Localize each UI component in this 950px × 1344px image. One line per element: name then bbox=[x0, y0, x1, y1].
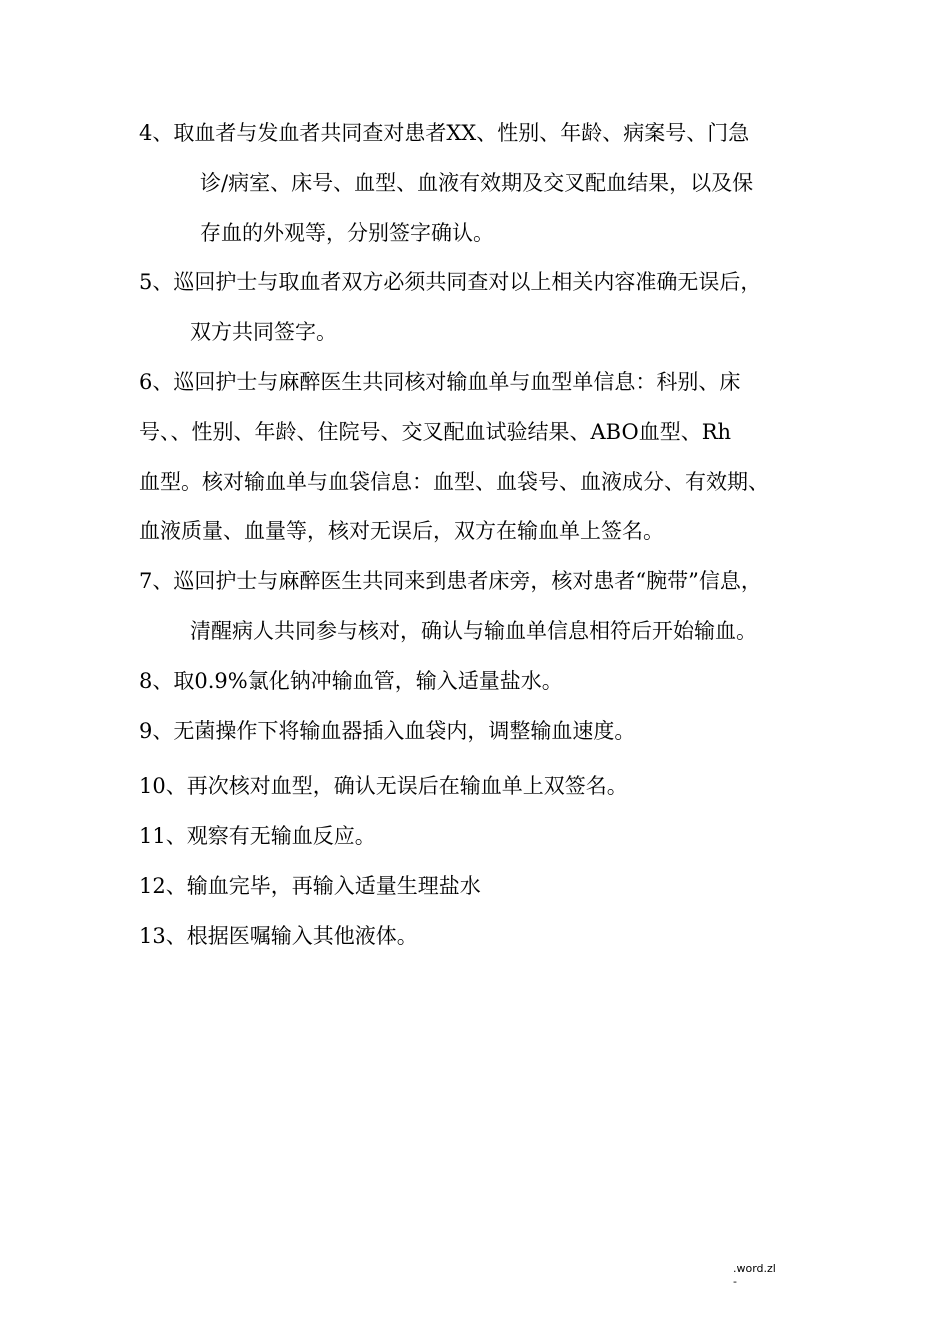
list-item-6-line-2: 号、、性别、年龄、住院号、交叉配血试验结果、ABO血型、Rh bbox=[139, 420, 732, 444]
footer-dash: - bbox=[733, 1275, 737, 1288]
list-item-7-line-2: 清醒病人共同参与核对，确认与输血单信息相符后开始输血。 bbox=[190, 619, 757, 643]
list-item-6-line-4: 血液质量、血量等，核对无误后，双方在输血单上签名。 bbox=[139, 519, 664, 543]
list-item-8: 8、取0.9%氯化钠冲输血管，输入适量盐水。 bbox=[139, 669, 563, 693]
list-item-4-line-1: 4、取血者与发血者共同查对患者XX、性别、年龄、病案号、门急 bbox=[139, 121, 750, 145]
list-item-7-line-1: 7、巡回护士与麻醉医生共同来到患者床旁，核对患者“腕带”信息， bbox=[139, 569, 762, 593]
list-item-4-line-3: 存血的外观等，分别签字确认。 bbox=[200, 221, 494, 245]
list-item-5-line-2: 双方共同签字。 bbox=[190, 320, 337, 344]
list-item-6-line-3: 血型。核对输血单与血袋信息：血型、血袋号、血液成分、有效期、 bbox=[139, 470, 769, 494]
list-item-9: 9、无菌操作下将输血器插入血袋内，调整输血速度。 bbox=[139, 719, 636, 743]
footer-text: .word.zl bbox=[733, 1262, 776, 1275]
list-item-12: 12、输血完毕，再输入适量生理盐水 bbox=[139, 874, 481, 898]
list-item-6-line-1: 6、巡回护士与麻醉医生共同核对输血单与血型单信息：科别、床 bbox=[139, 370, 741, 394]
list-item-13: 13、根据医嘱输入其他液体。 bbox=[139, 924, 418, 948]
list-item-11: 11、观察有无输血反应。 bbox=[139, 824, 376, 848]
list-item-5-line-1: 5、巡回护士与取血者双方必须共同查对以上相关内容准确无误后， bbox=[139, 270, 762, 294]
list-item-10: 10、再次核对血型，确认无误后在输血单上双签名。 bbox=[139, 774, 628, 798]
list-item-4-line-2: 诊/病室、床号、血型、血液有效期及交叉配血结果，以及保 bbox=[200, 171, 754, 195]
